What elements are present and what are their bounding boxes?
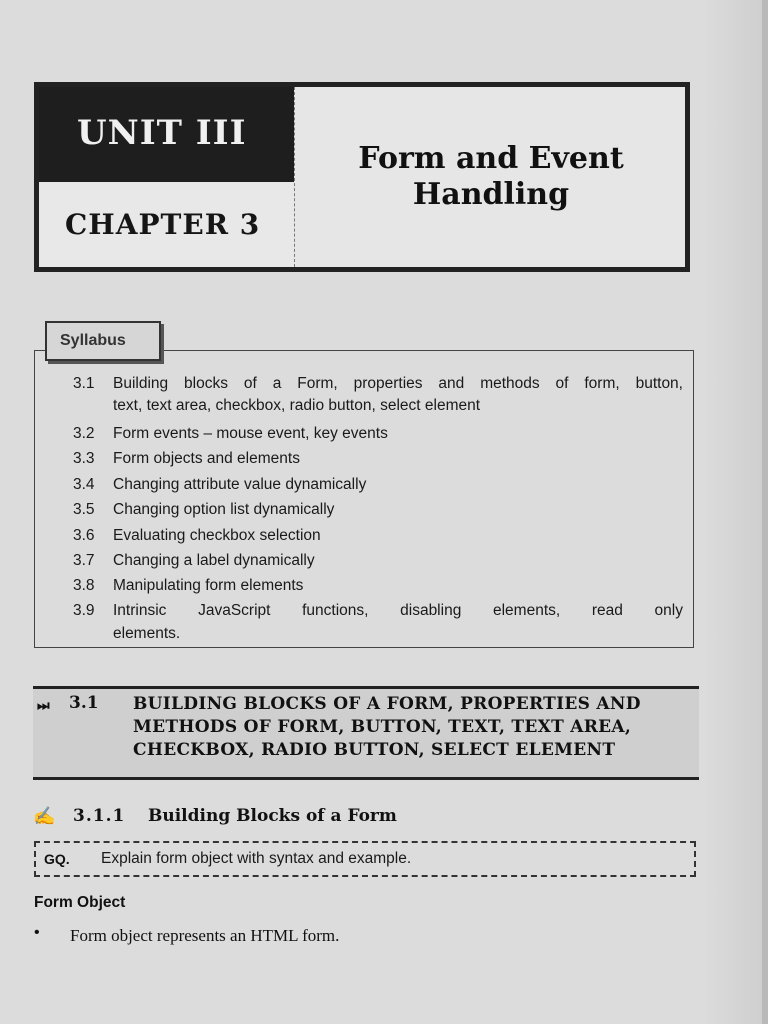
fast-forward-icon: ⏭ — [37, 697, 50, 713]
syllabus-item-text: Building blocks of a Form, properties and methods of form, button, — [113, 375, 683, 392]
syllabus-item-number: 3.4 — [73, 476, 95, 493]
section-heading — [33, 686, 699, 780]
syllabus-item-text: Changing option list dynamically — [113, 501, 335, 518]
unit-block — [39, 87, 294, 182]
syllabus-item-text: Evaluating checkbox selection — [113, 527, 321, 544]
syllabus-item-text: Form events – mouse event, key events — [113, 425, 388, 442]
syllabus-item-text: Form objects and elements — [113, 450, 300, 467]
syllabus-item-text: Intrinsic JavaScript functions, disabling elements, read only — [113, 602, 683, 619]
question-box — [34, 841, 696, 877]
section-title: BUILDING BLOCKS OF A FORM, PROPERTIES AND METHODS OF FORM, BUTTON, TEXT, TEXT AREA, CHECKBOX, RADIO BUTTON, SELECT ELEMENT — [133, 694, 641, 760]
question-label: GQ. — [44, 851, 70, 867]
syllabus-item-number: 3.5 — [73, 501, 95, 518]
syllabus-item-number: 3.1 — [73, 375, 95, 392]
subsection-title: Building Blocks of a Form — [148, 806, 397, 826]
chapter-header — [34, 82, 690, 272]
bullet-icon: • — [34, 924, 40, 941]
syllabus-item-text: Manipulating form elements — [113, 577, 304, 594]
syllabus-item-number: 3.7 — [73, 552, 95, 569]
syllabus-item-number: 3.9 — [73, 602, 95, 619]
chapter-title: CHAPTER 3 — [65, 208, 261, 241]
syllabus-item-number: 3.2 — [73, 425, 95, 442]
syllabus-item-text: elements. — [113, 625, 181, 642]
question-text: Explain form object with syntax and example. — [101, 850, 412, 867]
syllabus-item-text: Changing attribute value dynamically — [113, 476, 367, 493]
syllabus-label: Syllabus — [60, 332, 126, 349]
header-divider — [294, 87, 295, 267]
syllabus-item-number: 3.6 — [73, 527, 95, 544]
bullet-text: Form object represents an HTML form. — [70, 926, 340, 945]
syllabus-box — [34, 350, 694, 648]
syllabus-item-text: Changing a label dynamically — [113, 552, 315, 569]
syllabus-tab — [45, 321, 161, 361]
chapter-block — [39, 182, 294, 267]
section-number: 3.1 — [69, 693, 99, 713]
syllabus-item-number: 3.3 — [73, 450, 95, 467]
syllabus-item-text: text, text area, checkbox, radio button, select element — [113, 397, 481, 414]
syllabus-item-number: 3.8 — [73, 577, 95, 594]
subsection-number: 3.1.1 — [73, 806, 126, 826]
form-object-heading: Form Object — [34, 894, 126, 911]
writing-hand-icon: ✍ — [33, 806, 56, 826]
chapter-heading: Form and Event Handling — [358, 141, 624, 212]
unit-title: UNIT III — [77, 113, 247, 153]
